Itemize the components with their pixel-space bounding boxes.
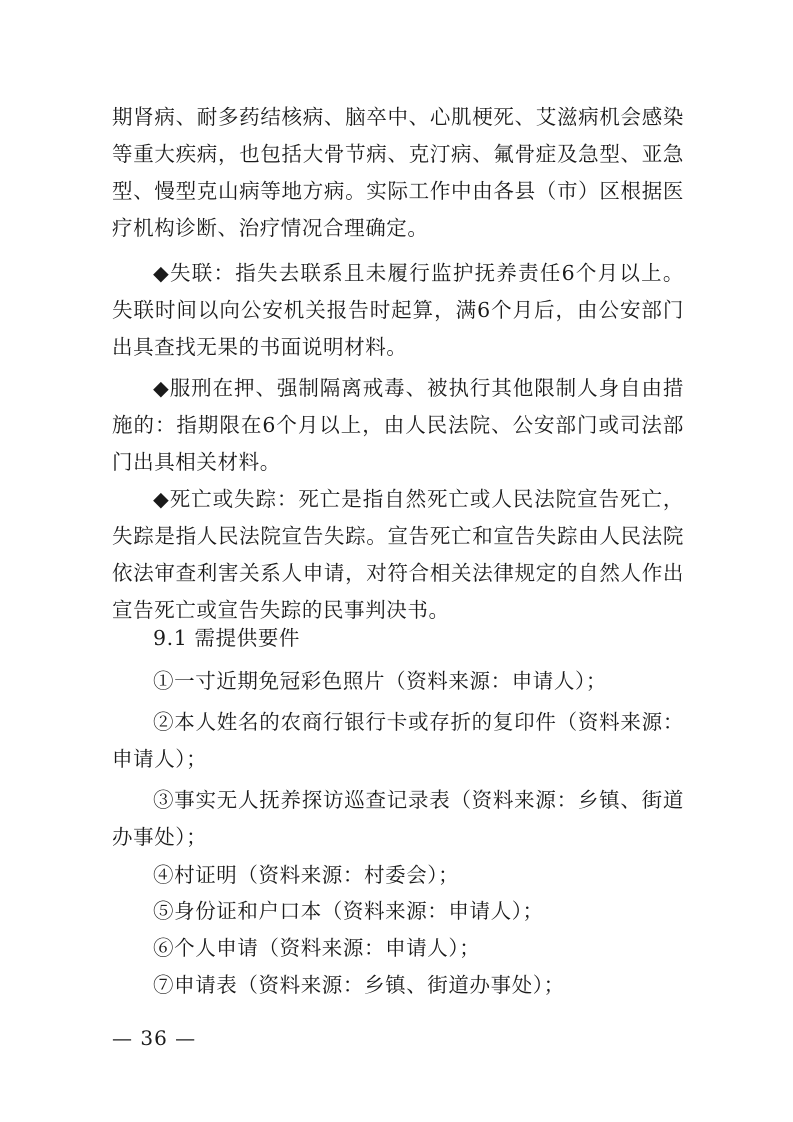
section-heading: 9.1 需提供要件 [153, 626, 301, 650]
paragraph-death-or-missing: ◆死亡或失踪：死亡是指自然死亡或人民法院宣告死亡，失踪是指人民法院宣告失踪。宣告死亡和宣告失踪由人民法院依法审查利害关系人申请，对符合相关法律规定的自然人作出宣告死亡或宣告失踪的民事判决书。 [112, 487, 684, 622]
requirement-item: ②本人姓名的农商行银行卡或存折的复印件（资料来源：申请人）； [112, 710, 684, 771]
paragraph-imprisoned: ◆服刑在押、强制隔离戒毒、被执行其他限制人身自由措施的：指期限在6个月以上，由人民法院、公安部门或司法部门出具相关材料。 [112, 376, 684, 474]
requirement-item: ④村证明（资料来源：村委会）； [153, 863, 460, 887]
requirement-item: ①一寸近期免冠彩色照片（资料来源：申请人）； [153, 669, 607, 693]
requirement-item: ⑦申请表（资料来源：乡镇、街道办事处）； [153, 973, 565, 997]
requirement-item: ⑤身份证和户口本（资料来源：申请人）； [153, 899, 544, 923]
paragraph-lost-contact: ◆失联：指失去联系且未履行监护抚养责任6个月以上。失联时间以向公安机关报告时起算，满6个月后，由公安部门出具查找无果的书面说明材料。 [112, 261, 684, 359]
page-number: — 36 — [112, 1026, 197, 1050]
requirement-item: ⑥个人申请（资料来源：申请人）； [153, 936, 481, 960]
requirement-item: ③事实无人抚养探访巡查记录表（资料来源：乡镇、街道办事处）； [112, 788, 684, 849]
continuation-paragraph: 期肾病、耐多药结核病、脑卒中、心肌梗死、艾滋病机会感染等重大疾病，也包括大骨节病、克汀病、氟骨症及急型、亚急型、慢型克山病等地方病。实际工作中由各县（市）区根据医疗机构诊断、治疗情况合理确定。 [112, 105, 684, 240]
